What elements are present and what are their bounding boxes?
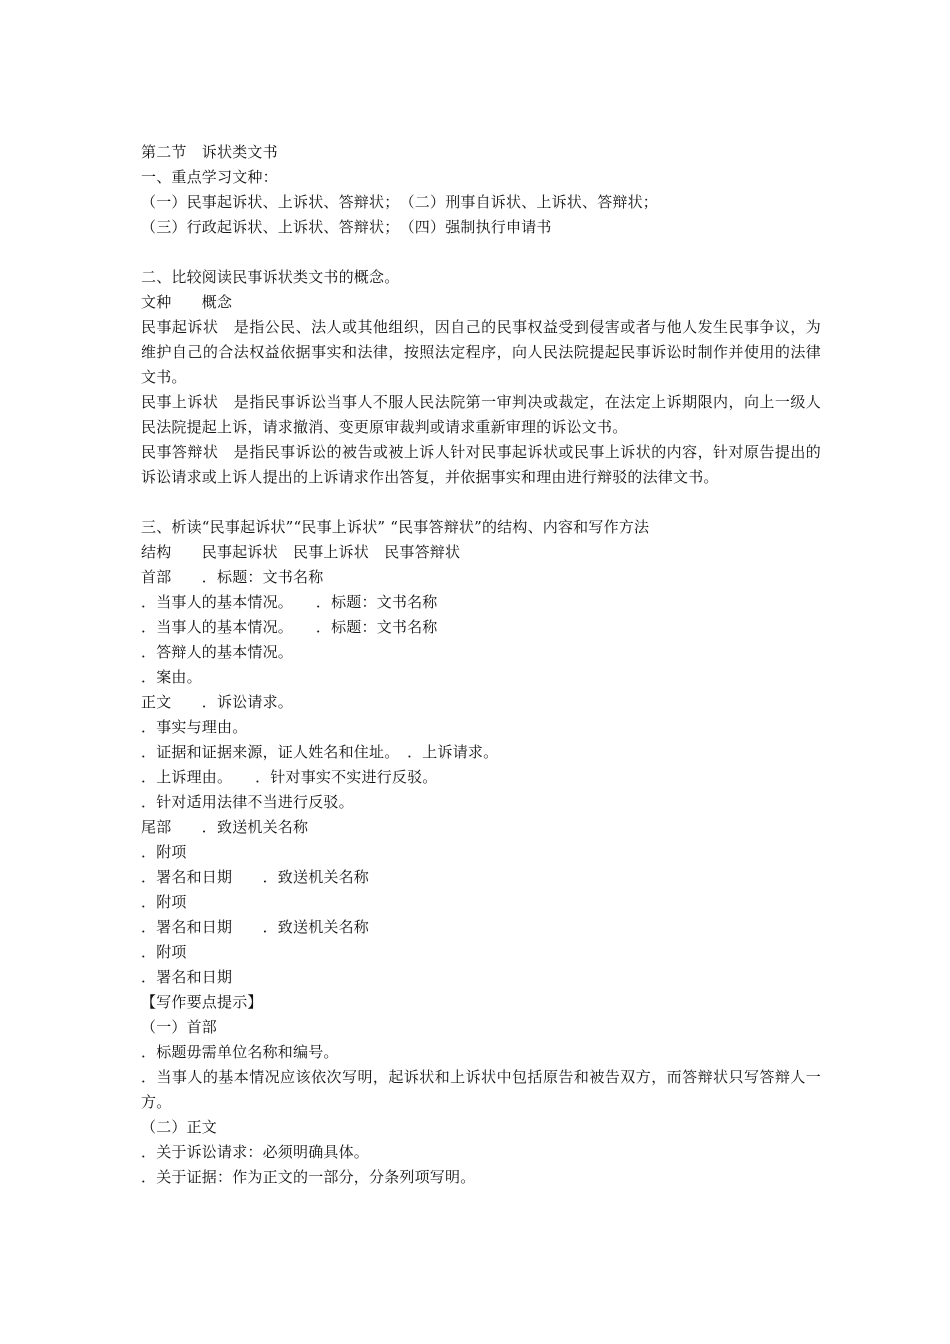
part1-heading: 一、重点学习文种： <box>141 168 278 186</box>
structure-line: ．署名和日期 <box>141 968 233 986</box>
part3-table-header: 结构 民事起诉状 民事上诉状 民事答辩状 <box>141 543 461 561</box>
blank-line <box>141 490 821 515</box>
tips-body-title: （二）正文 <box>141 1118 218 1136</box>
structure-line: 正文 ．诉讼请求。 <box>141 693 294 711</box>
structure-line: ．案由。 <box>141 668 202 686</box>
structure-line: ．上诉理由。 ．针对事实不实进行反驳。 <box>141 768 438 786</box>
structure-line: ．当事人的基本情况。 ．标题：文书名称 <box>141 618 438 636</box>
part1-item: （三）行政起诉状、上诉状、答辩状； （四）强制执行申请书 <box>141 218 552 236</box>
concept-civil-appeal: 民事上诉状 是指民事诉讼当事人不服人民法院第一审判决或裁定，在法定上诉期限内，向上一级人民法院提起上诉，请求撤消、变更原审裁判或请求重新审理的诉讼文书。 <box>141 393 821 436</box>
part2-heading: 二、比较阅读民事诉状类文书的概念。 <box>141 268 400 286</box>
concept-civil-defense: 民事答辩状 是指民事诉讼的被告或被上诉人针对民事起诉状或民事上诉状的内容，针对原告提出的诉讼请求或上诉人提出的上诉请求作出答复，并依据事实和理由进行辩驳的法律文书。 <box>141 443 821 486</box>
part3-heading: 三、析读“民事起诉状”“民事上诉状” “民事答辩状”的结构、内容和写作方法 <box>141 518 650 536</box>
part2-table-header: 文种 概念 <box>141 293 233 311</box>
structure-line: ．证据和证据来源，证人姓名和住址。 ．上诉请求。 <box>141 743 499 761</box>
part1-item: （一）民事起诉状、上诉状、答辩状； （二）刑事自诉状、上诉状、答辩状； <box>141 193 659 211</box>
structure-line: ．附项 <box>141 893 187 911</box>
concept-civil-complaint: 民事起诉状 是指公民、法人或其他组织，因自己的民事权益受到侵害或者与他人发生民事争议，为维护自己的合法权益依据事实和法律，按照法定程序，向人民法院提起民事诉讼时制作并使用的法律文书。 <box>141 318 821 386</box>
tips-heading: 【写作要点提示】 <box>141 993 263 1011</box>
structure-line: ．署名和日期 ．致送机关名称 <box>141 918 370 936</box>
structure-line: ．当事人的基本情况。 ．标题：文书名称 <box>141 593 438 611</box>
tips-head-item: ．标题毋需单位名称和编号。 <box>141 1043 339 1061</box>
structure-line: ．答辩人的基本情况。 <box>141 643 294 661</box>
structure-line: ．事实与理由。 <box>141 718 248 736</box>
section-title: 第二节 诉状类文书 <box>141 143 278 161</box>
tips-head-item: ．当事人的基本情况应该依次写明，起诉状和上诉状中包括原告和被告双方，而答辩状只写答辩人一方。 <box>141 1068 821 1111</box>
structure-line: 首部 ．标题：文书名称 <box>141 568 324 586</box>
document-page <box>141 140 821 1190</box>
tips-body-item: ．关于证据：作为正文的一部分，分条列项写明。 <box>141 1168 476 1186</box>
structure-line: ．附项 <box>141 943 187 961</box>
structure-line: ．署名和日期 ．致送机关名称 <box>141 868 370 886</box>
structure-line: ．针对适用法律不当进行反驳。 <box>141 793 354 811</box>
structure-line: 尾部 ．致送机关名称 <box>141 818 309 836</box>
blank-line <box>141 240 821 265</box>
structure-line: ．附项 <box>141 843 187 861</box>
tips-body-item: ．关于诉讼请求：必须明确具体。 <box>141 1143 370 1161</box>
tips-head-title: （一）首部 <box>141 1018 218 1036</box>
